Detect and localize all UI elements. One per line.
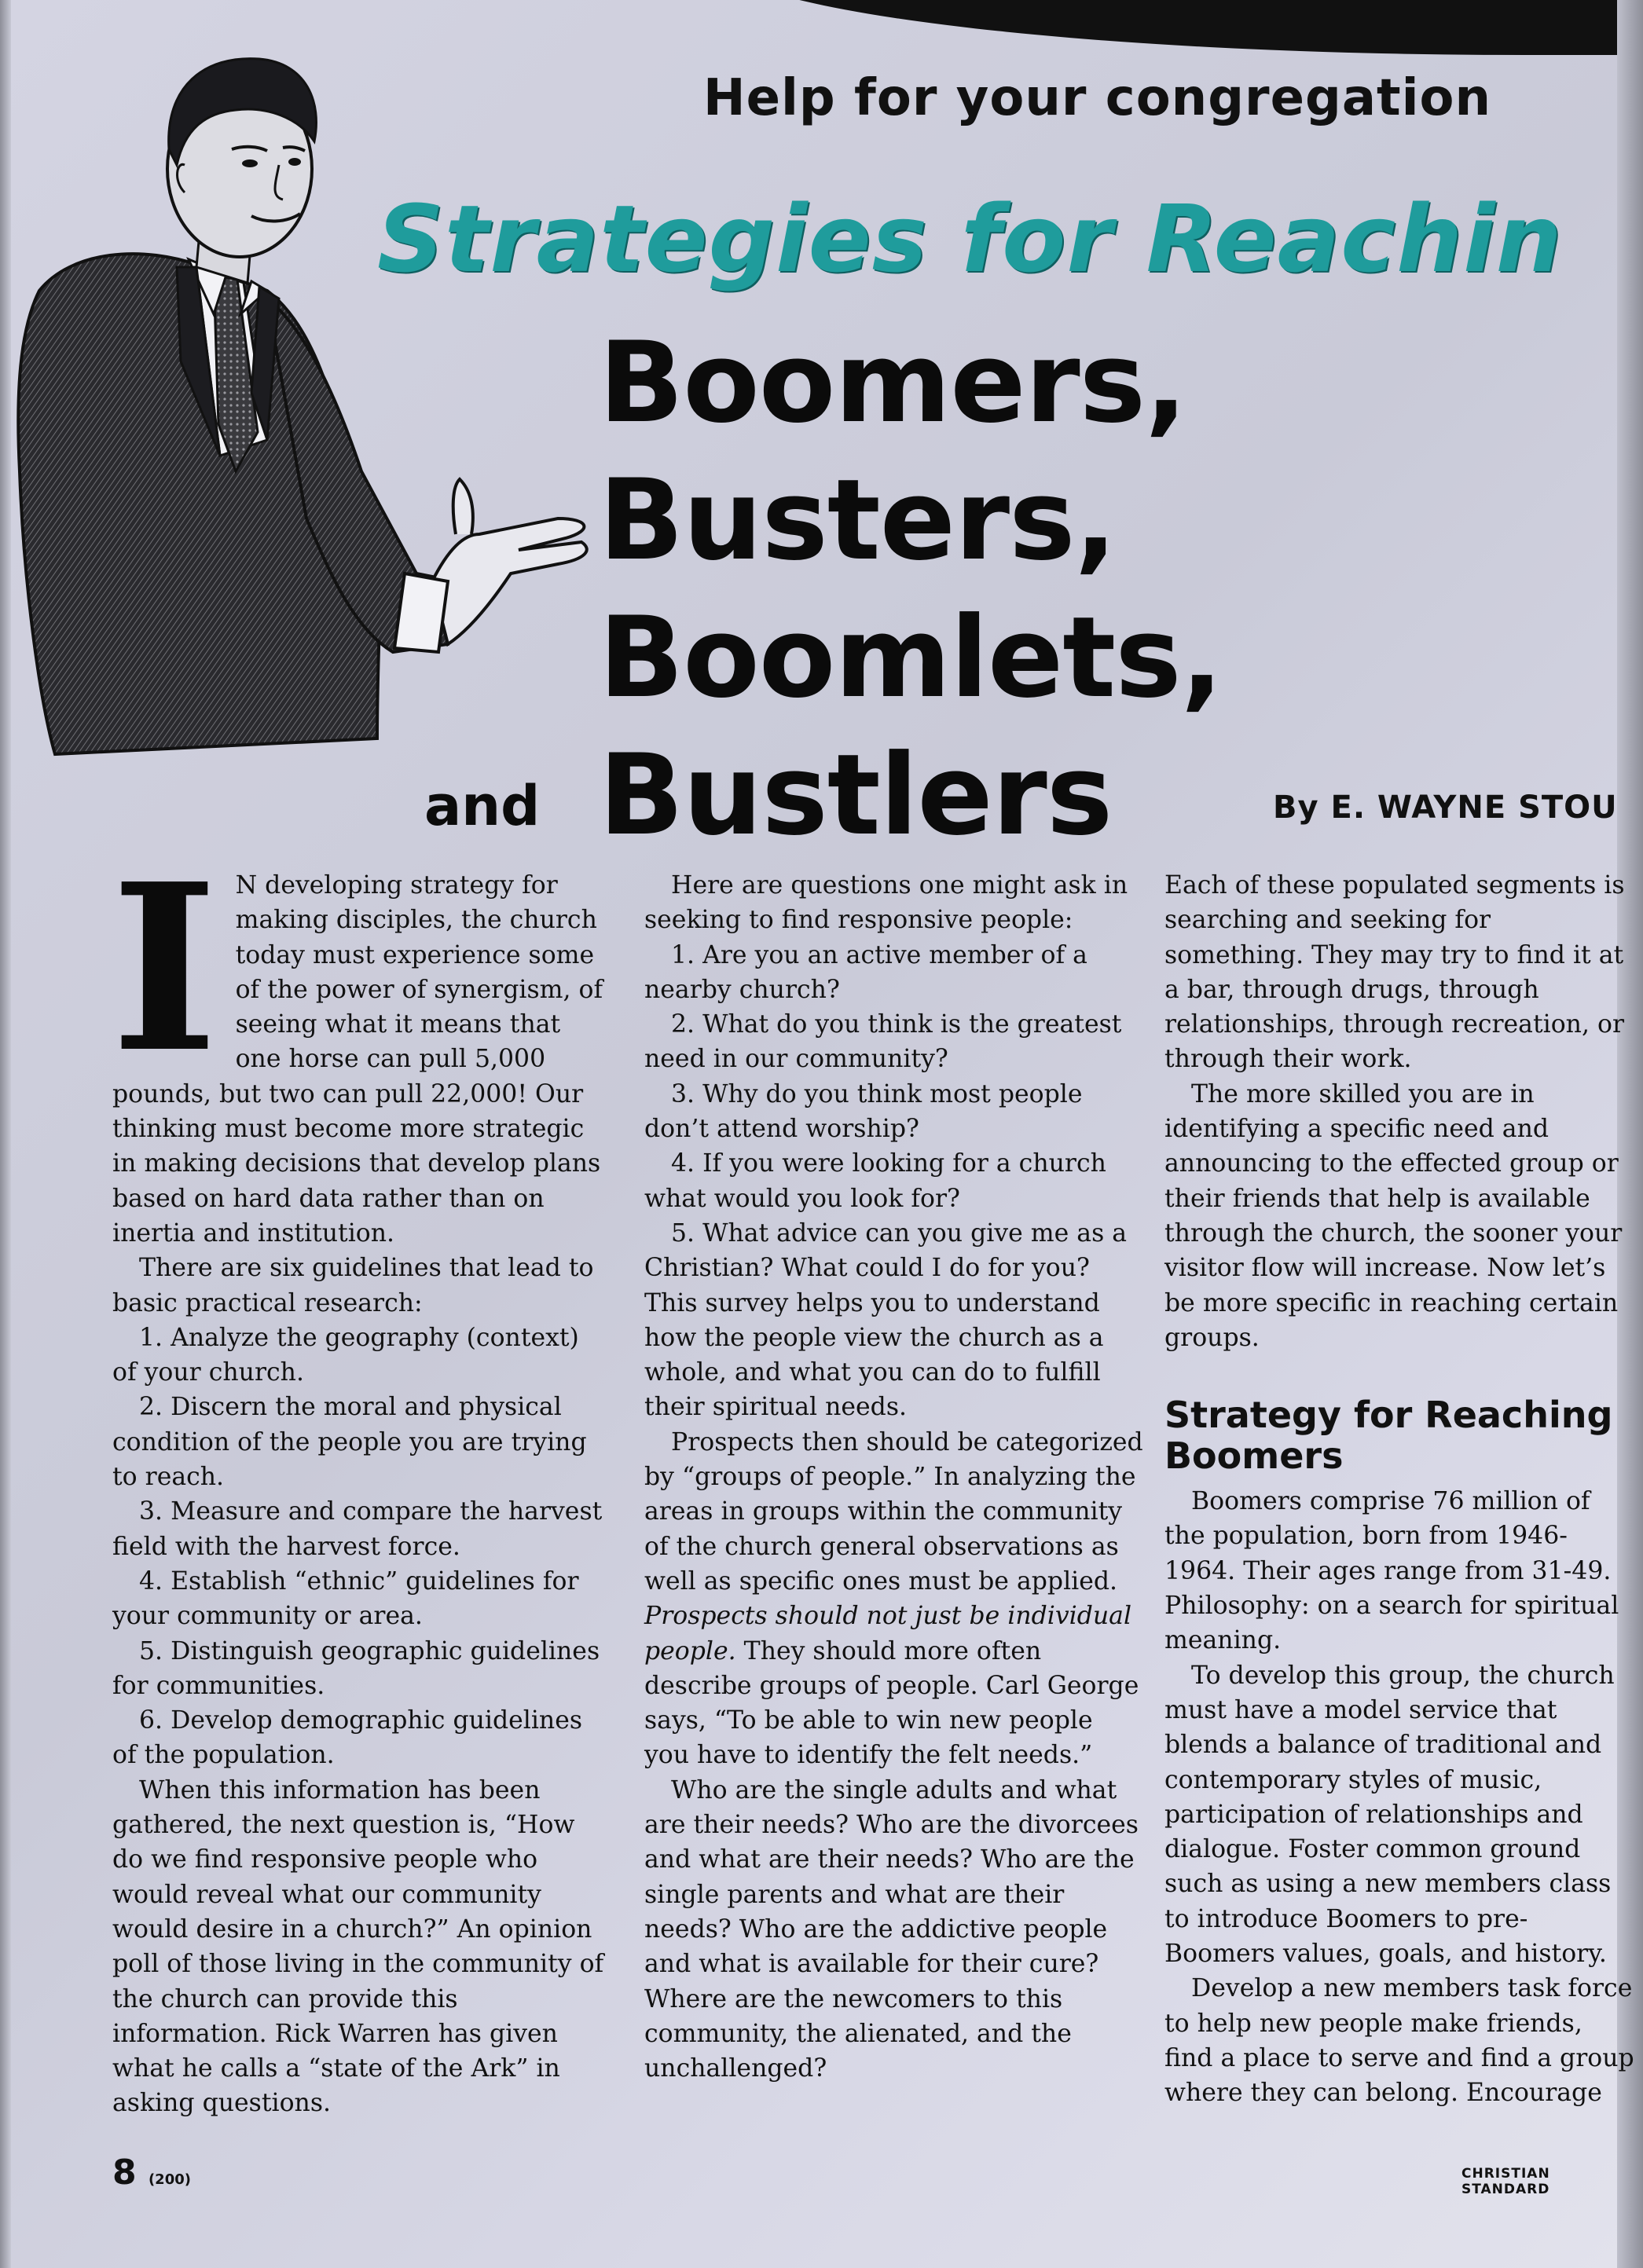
- paragraph: N developing strategy for making disciples, the church today must experience some of the power of synergism, of seeing what it means that one horse can pull 5,000 pounds, but two can pull 22,000! Our thinking must become more strategic in making decisions that develop plans based on hard data rather than on inertia and institution.: [112, 871, 603, 1248]
- list-item: 6. Develop demographic guidelines of the population.: [112, 1706, 583, 1770]
- article-column-1: [111, 834, 607, 2121]
- headline-bustlers: Bustlers: [599, 731, 1113, 860]
- paragraph: Develop a new members task force to help new people make friends, find a place to serve and find a group where they can belong. Encourage: [1164, 1974, 1634, 2108]
- list-item: 1. Are you an active member of a nearby church?: [644, 940, 1087, 1004]
- text-run: They should more often describe groups of people. Carl George says, “To be able to win new people you have to identify the felt needs.”: [644, 1636, 1139, 1770]
- paragraph: There are six guidelines that lead to basic practical research:: [112, 1254, 594, 1317]
- page-folio: [112, 2153, 191, 2193]
- list-item: 2. Discern the moral and physical condition of the people you are trying to reach.: [112, 1393, 587, 1492]
- magazine-name: CHRISTIAN STANDARD: [1461, 2166, 1550, 2197]
- headline-boomlets: Boomlets,: [599, 593, 1223, 723]
- issue-number: (200): [148, 2171, 191, 2188]
- list-item: 4. If you were looking for a church what would you look for?: [644, 1149, 1106, 1213]
- article-column-2: [644, 868, 1143, 2086]
- author-byline: By E. WAYNE STOU: [1273, 790, 1618, 826]
- drop-cap: I: [111, 834, 218, 1103]
- text-run: Prospects then should be categorized by “groups of people.” In analyzing the areas in groups within the community of the church general observations as well as specific ones must be applied.: [644, 1427, 1143, 1596]
- paragraph: To develop this group, the church must have a model service that blends a balance of traditional and contemporary styles of music, participation of relationships and dialogue. Foster common ground such as using a new members class to introduce Boomers to pre-Boomers values, goals, and history.: [1164, 1661, 1615, 1969]
- gesturing-man-illustration: [8, 31, 589, 778]
- paragraph: Who are the single adults and what are their needs? Who are the divorcees and what are their needs? Who are the single parents and what are their needs? Who are the addictive people and what is available for their cure? Where are the newcomers to this community, the alienated, and the unchallenged?: [644, 1775, 1139, 2083]
- section-kicker: Help for your congregation: [703, 69, 1492, 127]
- paragraph: Here are questions one might ask in seeking to find responsive people:: [644, 871, 1128, 935]
- paragraph: Boomers comprise 76 million of the population, born from 1946-1964. Their ages range from 31-49. Philosophy: on a search for spiritual meaning.: [1164, 1487, 1619, 1655]
- headline-boomers: Boomers,: [599, 318, 1187, 448]
- list-item: 3. Measure and compare the harvest field with the harvest force.: [112, 1497, 603, 1561]
- list-item: 5. Distinguish geographic guidelines for communities.: [112, 1636, 600, 1700]
- article-column-3: [1164, 868, 1636, 2111]
- list-item: 5. What advice can you give me as a Christian? What could I do for you? This survey helps you to understand how the people view the church as a whole, and what you can do to fulfill their spiritual needs.: [644, 1218, 1128, 1422]
- list-item: 2. What do you think is the greatest need in our community?: [644, 1010, 1122, 1074]
- list-item: 4. Establish “ethnic” guidelines for your community or area.: [112, 1566, 579, 1631]
- paragraph-prospects: [644, 1425, 1143, 1773]
- headline-busters: Busters,: [599, 456, 1117, 585]
- paragraph: The more skilled you are in identifying a specific need and announcing to the effected group or their friends that help is available through the church, the sooner your visitor flow will increase. Now let’s be more specific in reaching certain groups.: [1164, 1079, 1623, 1352]
- list-item: 3. Why do you think most people don’t attend worship?: [644, 1079, 1083, 1144]
- headline-strategies: Strategies for Reachin: [377, 185, 1563, 293]
- section-subhead: Strategy for Reaching Boomers: [1164, 1394, 1613, 1478]
- paragraph: Each of these populated segments is searching and seeking for something. They may try to find it at a bar, through drugs, through relationships, through recreation, or through their work.: [1164, 871, 1625, 1074]
- paragraph: When this information has been gathered, the next question is, “How do we find responsive people who would reveal what our community would desire in a church?” An opinion poll of those living in the community of the church can provide this information. Rick Warren has given what he calls a “state of the Ark” in asking questions.: [112, 1775, 604, 2118]
- italic-text: Prospects should not just be individual people.: [644, 1602, 1132, 1665]
- page-number: 8: [112, 2153, 137, 2193]
- list-item: 1. Analyze the geography (context) of your church.: [112, 1323, 579, 1387]
- headline-and: and: [424, 774, 541, 838]
